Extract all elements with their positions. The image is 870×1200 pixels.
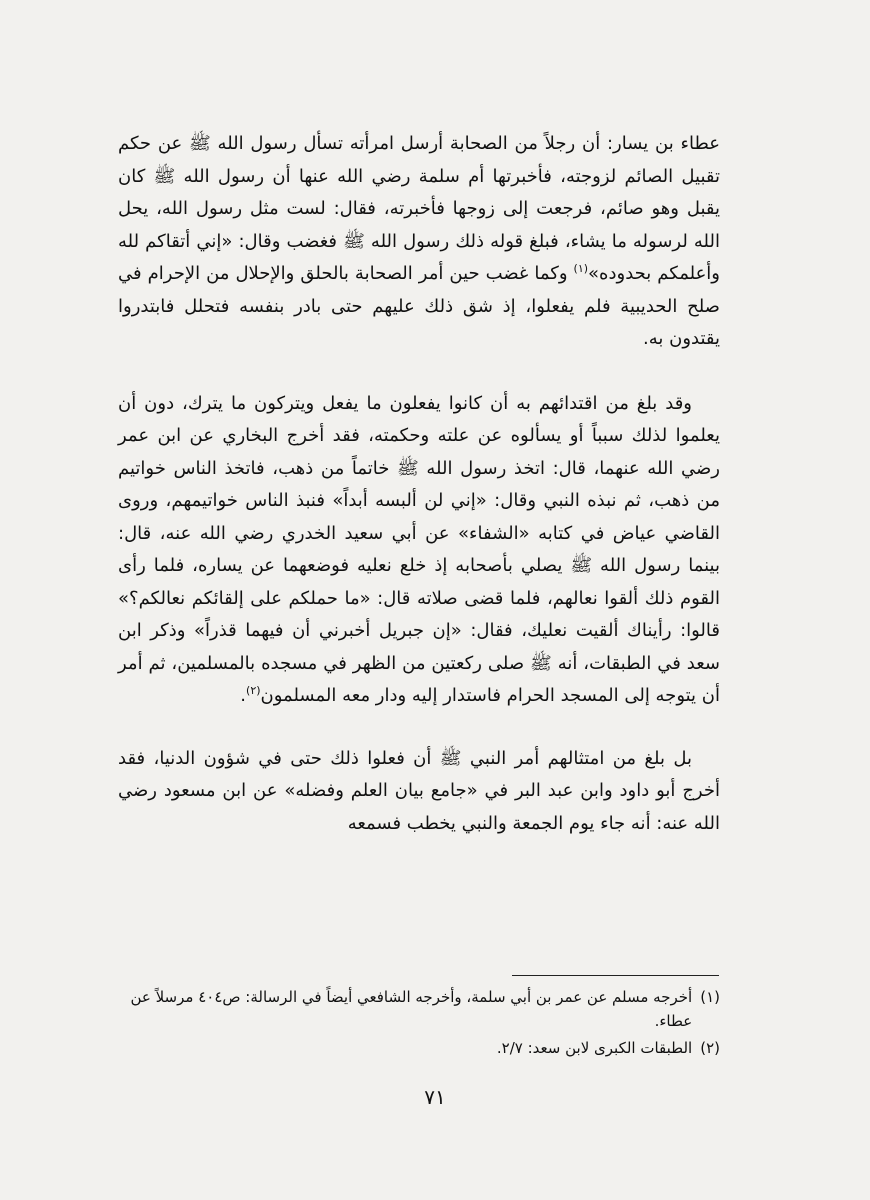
- p2-line-9: رأيناك ألقيت نعليك، فقال: «إن جبريل أخبرني أن فيهما قذراً» وذكر ابن: [118, 620, 672, 641]
- p2-line-3: البخاري عن ابن عمر رضي الله عنهما، قال: اتخذ رسول الله ﷺ خاتماً: [118, 425, 720, 479]
- paragraph-2: [118, 388, 720, 713]
- p1-line-3: رسول الله ﷺ كان يقبل وهو صائم، فرجعت إلى زوجها فأخبرته، فقال:: [118, 165, 720, 219]
- p1-line-8: به.: [642, 328, 664, 349]
- footnote-2-text: [118, 1036, 692, 1060]
- p3-line-1: بل بلغ من امتثالهم أمر النبي ﷺ أن فعلوا ذلك حتى في شؤون: [203, 747, 692, 769]
- footnote-2-number: (٢): [700, 1039, 720, 1057]
- p2-line-11: بالمسلمين، ثم أمر أن يتوجه إلى المسجد الحرام فاستدار إليه ودار معه: [118, 652, 720, 706]
- p2-line-8: نعالهم، فلما قضى صلاته قال: «ما حملكم على إلقائكم نعالكم؟» قالوا:: [118, 587, 720, 641]
- p1-line-5-end: وكما: [534, 263, 574, 284]
- p2-line-2: دون أن يعلموا لذلك سبباً أو يسألوه عن علته وحكمته، فقد أخرج: [118, 392, 720, 446]
- p1-line-6: غضب حين أمر الصحابة بالحلق والإحلال من الإحرام في صلح الحديبية: [118, 263, 720, 317]
- p2-line-4: من ذهب، فاتخذ الناس خواتيم من ذهب، ثم نبذه النبي وقال: «إني لن: [118, 457, 720, 511]
- p2-line-12: المسلمون: [260, 685, 337, 706]
- paragraph-3: [118, 743, 720, 841]
- footnote-separator: [512, 975, 719, 976]
- p1-line-5: رسول الله ﷺ فغضب وقال: «إني أتقاكم لله وأعلمكم بحدوده»: [118, 230, 721, 284]
- p2-line-7: بأصحابه إذ خلع نعليه فوضعهما عن يساره، فلما رأى القوم ذلك ألقوا: [118, 555, 720, 609]
- p1-line-4: لست مثل رسول الله، يحل الله لرسوله ما يشاء، فبلغ قوله ذلك: [118, 198, 721, 252]
- p2-line-5: ألبسه أبداً» فنبذ الناس خواتيمهم، وروى القاضي عياض في كتابه «الشفاء»: [118, 490, 721, 544]
- footnotes: [118, 985, 720, 1063]
- footnote-2: [118, 1036, 720, 1060]
- p2-line-12-end: .: [240, 685, 247, 706]
- footnote-1: [118, 985, 720, 1033]
- footnote-1-text: [118, 985, 692, 1033]
- footnote-2-line-1: الطبقات الكبرى لابن سعد: ٢/٧.: [496, 1039, 693, 1057]
- paragraph-1: [118, 128, 720, 356]
- p3-line-2: الدنيا، فقد أخرج أبو داود وابن عبد البر في «جامع بيان العلم وفضله» عن: [118, 747, 720, 801]
- p2-line-1: وقد بلغ من اقتدائهم به أن كانوا يفعلون ما يفعل ويتركون ما يترك،: [182, 392, 692, 414]
- footnote-1-line-1: أخرجه مسلم عن عمر بن أبي سلمة، وأخرجه الشافعي أيضاً في الرسالة: ص٤٠٤: [198, 988, 693, 1006]
- p2-line-10: سعد في الطبقات، أنه ﷺ صلى ركعتين من الظهر في مسجده: [261, 652, 720, 674]
- footnote-1-number: (١): [700, 988, 720, 1006]
- p1-line-2: عن حكم تقبيل الصائم لزوجته، فأخبرتها أم سلمة رضي الله عنها أن: [118, 133, 720, 187]
- p1-line-7: فلم يفعلوا، إذ شق ذلك عليهم حتى بادر بنفسه فتحلل فابتدروا يقتدون: [118, 295, 720, 349]
- page-number: ٧١: [424, 1085, 446, 1109]
- p2-line-6: عن أبي سعيد الخدري رضي الله عنه، قال: بينما رسول الله ﷺ يصلي: [118, 522, 720, 576]
- footnote-1-line-2: مرسلاً عن عطاء.: [130, 988, 693, 1030]
- p1-line-1: عطاء بن يسار: أن رجلاً من الصحابة أرسل امرأته تسأل رسول الله ﷺ: [189, 133, 720, 154]
- footnote-ref-1: (١): [573, 262, 589, 275]
- p3-line-3: ابن مسعود رضي الله عنه: أنه جاء يوم الجمعة والنبي يخطب فسمعه: [118, 780, 720, 834]
- main-text: [118, 128, 720, 840]
- footnote-ref-2: (٢): [246, 684, 261, 697]
